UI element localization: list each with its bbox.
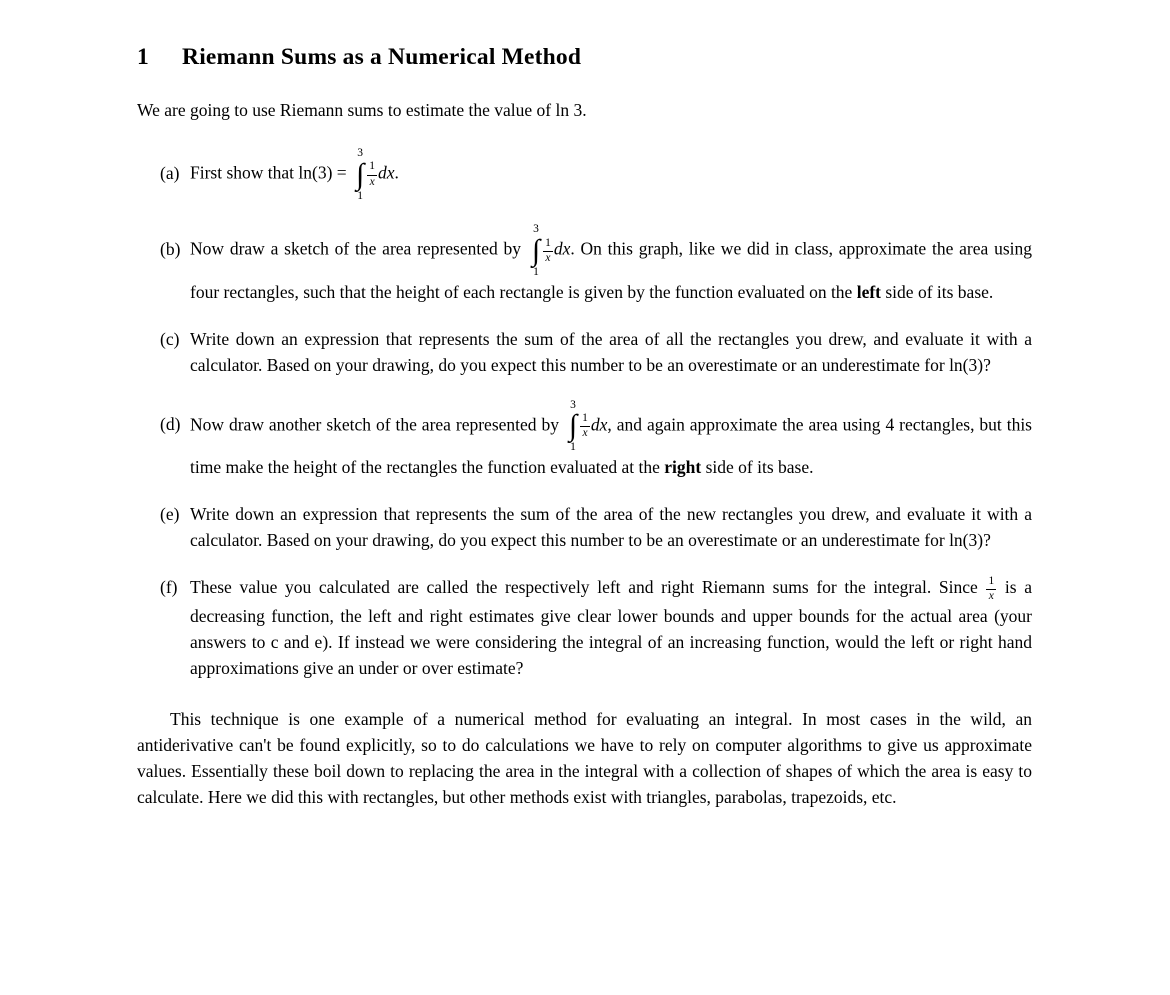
item-text: Now draw another sketch of the area represented by	[190, 414, 564, 435]
fraction	[580, 412, 590, 440]
fraction	[986, 575, 996, 603]
integral-sign: ∫	[568, 409, 578, 443]
fraction-denominator: x	[369, 175, 375, 188]
item-label: (b)	[160, 238, 181, 259]
problem-item-e	[137, 501, 1032, 553]
integral-expression	[532, 223, 540, 278]
emphasized-word: left	[856, 281, 881, 302]
item-text: , and again approximate the area using 4 rectangles, but this time make the height of the rectangles the function evaluated at the	[190, 414, 1032, 477]
item-label: (a)	[160, 162, 180, 183]
fraction	[367, 160, 377, 188]
integral-lower-limit: 1	[533, 265, 539, 278]
problem-item-a	[137, 147, 1032, 202]
item-text: Write down an expression that represents the sum of the area of all the rectangles you drew, and evaluate it with a calculator. Based on your drawing, do you expect this number to be an overestimate or an underestimate for ln(3)?	[190, 328, 1032, 375]
integral-lower-limit: 1	[570, 441, 576, 454]
item-text: Now draw a sketch of the area represented by	[190, 238, 527, 259]
item-text: . On this graph, like we did in class, approximate the area using four rectangles, such that the height of each rectangle is given by the function evaluated on the	[190, 238, 1033, 302]
item-text: Write down an expression that represents the sum of the area of the new rectangles you drew, and evaluate it with a calculator. Based on your drawing, do you expect this number to be an overestimate or an underestimate for ln(3)?	[190, 503, 1032, 550]
problem-list	[137, 147, 1032, 681]
differential: dx	[590, 414, 608, 435]
fraction-denominator: x	[582, 427, 588, 440]
item-text: .	[394, 162, 399, 183]
problem-item-c	[137, 326, 1032, 378]
item-label: (f)	[160, 576, 178, 597]
emphasized-word: right	[664, 456, 702, 477]
item-text: side of its base.	[701, 456, 814, 477]
problem-item-f	[137, 574, 1032, 681]
section-number: 1	[137, 44, 149, 70]
item-label: (e)	[160, 503, 180, 524]
item-text: These value you calculated are called the respectively left and right Riemann sums for the integral. Since	[190, 576, 986, 597]
closing-paragraph: This technique is one example of a numerical method for evaluating an integral. In most cases in the wild, an antiderivative can't be found explicitly, so to do calculations we have to rely on computer algorithms to give us approximate values. Essentially these boil down to replacing the area in the integral with a collection of shapes of which the area is easy to calculate. Here we did this with rectangles, but other methods exist with triangles, parabolas, trapezoids, etc.	[137, 709, 1032, 808]
fraction-numerator: 1	[580, 412, 590, 427]
fraction-numerator: 1	[986, 575, 996, 590]
item-text: side of its base.	[881, 281, 994, 302]
item-label: (c)	[160, 328, 180, 349]
differential: dx	[553, 238, 571, 259]
integral-upper-limit: 3	[570, 398, 576, 411]
differential: dx	[378, 162, 395, 183]
fraction	[543, 237, 553, 265]
section-heading	[137, 44, 1032, 71]
problem-item-d	[137, 399, 1032, 480]
fraction-denominator: x	[545, 251, 551, 264]
problem-item-b	[137, 223, 1032, 304]
fraction-numerator: 1	[367, 160, 377, 175]
integral-expression	[569, 399, 577, 454]
intro-paragraph: We are going to use Riemann sums to estimate the value of ln 3.	[137, 100, 587, 120]
item-text: is a decreasing function, the left and right estimates give clear lower bounds and upper bounds for the actual area (your answers to c and e). If instead we were considering the integral of an increasing function, would the left or right hand approximations give an under or over estimate?	[190, 576, 1032, 679]
integral-sign: ∫	[531, 233, 541, 267]
item-label: (d)	[160, 414, 181, 435]
integral-upper-limit: 3	[357, 147, 364, 159]
integral-upper-limit: 3	[533, 223, 539, 236]
integral-sign: ∫	[356, 157, 365, 191]
integral-expression	[356, 147, 364, 202]
fraction-numerator: 1	[543, 237, 553, 252]
fraction-denominator: x	[988, 589, 994, 602]
item-text: First show that ln(3) =	[190, 162, 352, 183]
integral-lower-limit: 1	[357, 189, 364, 202]
section-title: Riemann Sums as a Numerical Method	[182, 44, 582, 70]
